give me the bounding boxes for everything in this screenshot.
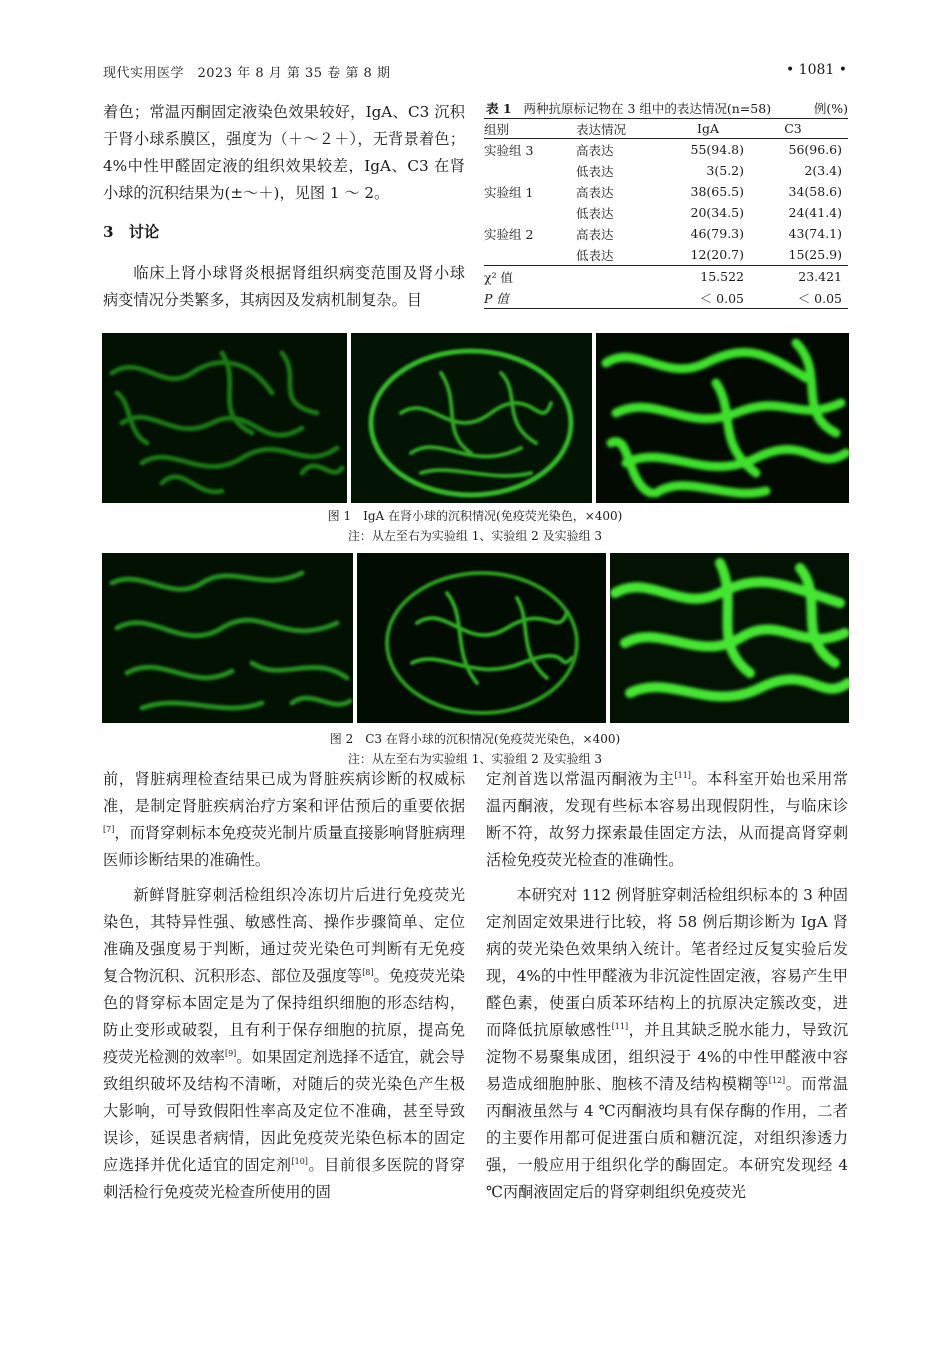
cell	[484, 202, 562, 223]
col-header: IgA	[672, 119, 744, 139]
text: 。而常温丙酮液虽然与 4 ℃丙酮液均具有保存酶的作用，二者的主要作用都可促进蛋白质和糖沉淀，对组织渗透力强，一般应用于组织化学的酶固定。本研究发现经 4 ℃丙酮液固定后的肾穿刺组织免疫荧光	[486, 1075, 849, 1201]
left-column-bottom	[103, 766, 465, 1206]
cell	[562, 287, 672, 309]
cell: P 值	[484, 287, 562, 309]
text: 前，肾脏病理检查结果已成为肾脏疾病诊断的权威标准，是制定肾脏疾病治疗方案和评估预后的重要依据	[103, 770, 465, 815]
cell: 46(79.3)	[690, 226, 744, 241]
cell: ＜ 0.05	[672, 287, 744, 309]
table-number: 表 1	[486, 101, 512, 116]
text: ，而肾穿刺标本免疫荧光制片质量直接影响肾脏病理医师诊断结果的准确性。	[103, 824, 465, 869]
cell: 实验组 1	[484, 184, 534, 200]
cell	[562, 266, 672, 288]
citation: [7]	[103, 824, 115, 834]
text: 新鲜肾脏穿刺活检组织冷冻切片后进行免疫荧光染色，其特异性强、敏感性高、操作步骤简单、定位准确及强度易于判断，通过荧光染色可判断有无免疫复合物沉积、沉积形态、部位及强度等	[103, 886, 465, 985]
cell: 低表达	[576, 205, 614, 221]
paragraph	[486, 766, 848, 874]
cell: 43(74.1)	[788, 226, 842, 241]
text: 。目前很多医院的肾穿刺活检行免疫荧光检查所使用的固	[103, 1156, 466, 1201]
text: 。如果固定剂选择不适宜，就会导致组织破坏及结构不清晰，对随后的荧光染色产生极大影响，可导致假阳性率高及定位不准确，甚至导致误诊，延误患者病情，因此免疫荧光染色标本的固定应选择并优化适宜的固定剂	[103, 1048, 466, 1174]
figure1-note: 注：从左至右为实验组 1、实验组 2 及实验组 3	[347, 529, 603, 543]
cell: 12(20.7)	[690, 247, 744, 262]
cell: ＜ 0.05	[744, 287, 848, 309]
citation: [10]	[291, 1156, 308, 1166]
cell: 15(25.9)	[788, 247, 842, 262]
paragraph: 临床上肾小球肾炎根据肾组织病变范围及肾小球病变情况分类繁多，其病因及发病机制复杂。目	[103, 264, 465, 309]
table-row-p	[484, 287, 848, 309]
citation: [11]	[611, 1021, 629, 1031]
citation: [12]	[768, 1075, 786, 1085]
table-row	[484, 223, 848, 244]
cell: 低表达	[576, 163, 614, 179]
cell: 15.522	[672, 266, 744, 288]
cell: 高表达	[576, 226, 614, 242]
results-table	[484, 118, 848, 309]
cell: 34(58.6)	[788, 184, 842, 199]
cell: 55(94.8)	[690, 142, 744, 157]
table-row	[484, 244, 848, 266]
cell: 23.421	[744, 266, 848, 288]
table-row	[484, 181, 848, 202]
section-heading: 3 讨论	[103, 223, 160, 241]
col-header: 表达情况	[562, 119, 672, 139]
cell: 实验组 3	[484, 142, 534, 158]
text: ，并且其缺乏脱水能力，导致沉淀物不易聚集成团，组织浸于 4%的中性甲醛液中容易造成细胞肿胀、胞核不清及结构模糊等	[486, 1021, 849, 1093]
cell: 56(96.6)	[788, 142, 842, 157]
text: 。本科室开始也采用常温丙酮液，发现有些标本容易出现假阴性，与临床诊断不符，故努力探索最佳固定方法，从而提高肾穿刺活检免疫荧光检查的准确性。	[486, 770, 849, 869]
cell: 3(5.2)	[706, 163, 744, 178]
figure2-panel-group1	[102, 553, 353, 723]
table-unit: 例(%)	[813, 101, 848, 116]
col-header: 组别	[484, 119, 562, 139]
figure1-panel-group2	[351, 333, 592, 503]
cell	[484, 160, 562, 181]
running-header: 现代实用医学 2023 年 8 月 第 35 卷 第 8 期	[103, 66, 391, 81]
cell: 20(34.5)	[690, 205, 744, 220]
cell: χ² 值	[484, 266, 562, 288]
citation: [8]	[362, 967, 374, 977]
cell: 24(41.4)	[788, 205, 842, 220]
text: 。免疫荧光染色的肾穿标本固定是为了保持组织细胞的形态结构，防止变形或破裂，且有利于保存细胞的抗原，提高免疫荧光检测的效率	[103, 967, 466, 1066]
table-header-row	[484, 119, 848, 139]
figure2-note: 注：从左至右为实验组 1、实验组 2 及实验组 3	[347, 752, 603, 766]
cell: 2(3.4)	[804, 163, 842, 178]
page-number: • 1081 •	[785, 62, 847, 78]
cell: 38(65.5)	[690, 184, 744, 199]
paragraph	[103, 766, 465, 874]
citation: [9]	[224, 1048, 237, 1058]
cell	[484, 244, 562, 266]
figure1-panel-group1	[102, 333, 347, 503]
text: 本研究对 112 例肾脏穿刺活检组织标本的 3 种固定剂固定效果进行比较，将 58 例后期诊断为 IgA 肾病的荧光染色效果纳入统计。笔者经过反复实验后发现，4%的中性甲醛液为非沉淀性固定液，容易产生甲醛色素，使蛋白质苯环结构上的抗原决定簇改变，进而降低抗原敏感性	[486, 886, 848, 1039]
figure1-panel-group3	[596, 333, 849, 503]
table-row-chi	[484, 266, 848, 288]
citation: [11]	[674, 770, 691, 780]
cell: 实验组 2	[484, 226, 534, 242]
figure2-panel-group2	[357, 553, 606, 723]
table-caption	[486, 99, 848, 117]
figure1-caption: 图 1 IgA 在肾小球的沉积情况(免疫荧光染色，×400)	[327, 509, 623, 523]
table-row	[484, 202, 848, 223]
cell: 高表达	[576, 142, 614, 158]
table-title: 两种抗原标记物在 3 组中的表达情况(n=58)	[523, 101, 772, 116]
col-header: C3	[744, 119, 848, 139]
right-column-bottom	[486, 766, 848, 1206]
figure2-caption: 图 2 C3 在肾小球的沉积情况(免疫荧光染色，×400)	[329, 732, 621, 746]
figure2-panel-group3	[610, 553, 849, 723]
left-column-top	[103, 99, 465, 314]
paragraph	[103, 882, 465, 1206]
paragraph: 着色；常温丙酮固定液染色效果较好，IgA、C3 沉积于肾小球系膜区，强度为（＋～２＋），无背景着色；4%中性甲醛固定液的组织效果较差，IgA、C3 在肾小球的沉积结果为(±～＋)，见图 1 ～ 2。	[103, 103, 465, 202]
table-row	[484, 160, 848, 181]
paragraph	[486, 882, 848, 1206]
text: 定剂首选以常温丙酮液为主	[486, 770, 675, 788]
table-row	[484, 139, 848, 161]
cell: 高表达	[576, 184, 614, 200]
cell: 低表达	[576, 247, 614, 263]
